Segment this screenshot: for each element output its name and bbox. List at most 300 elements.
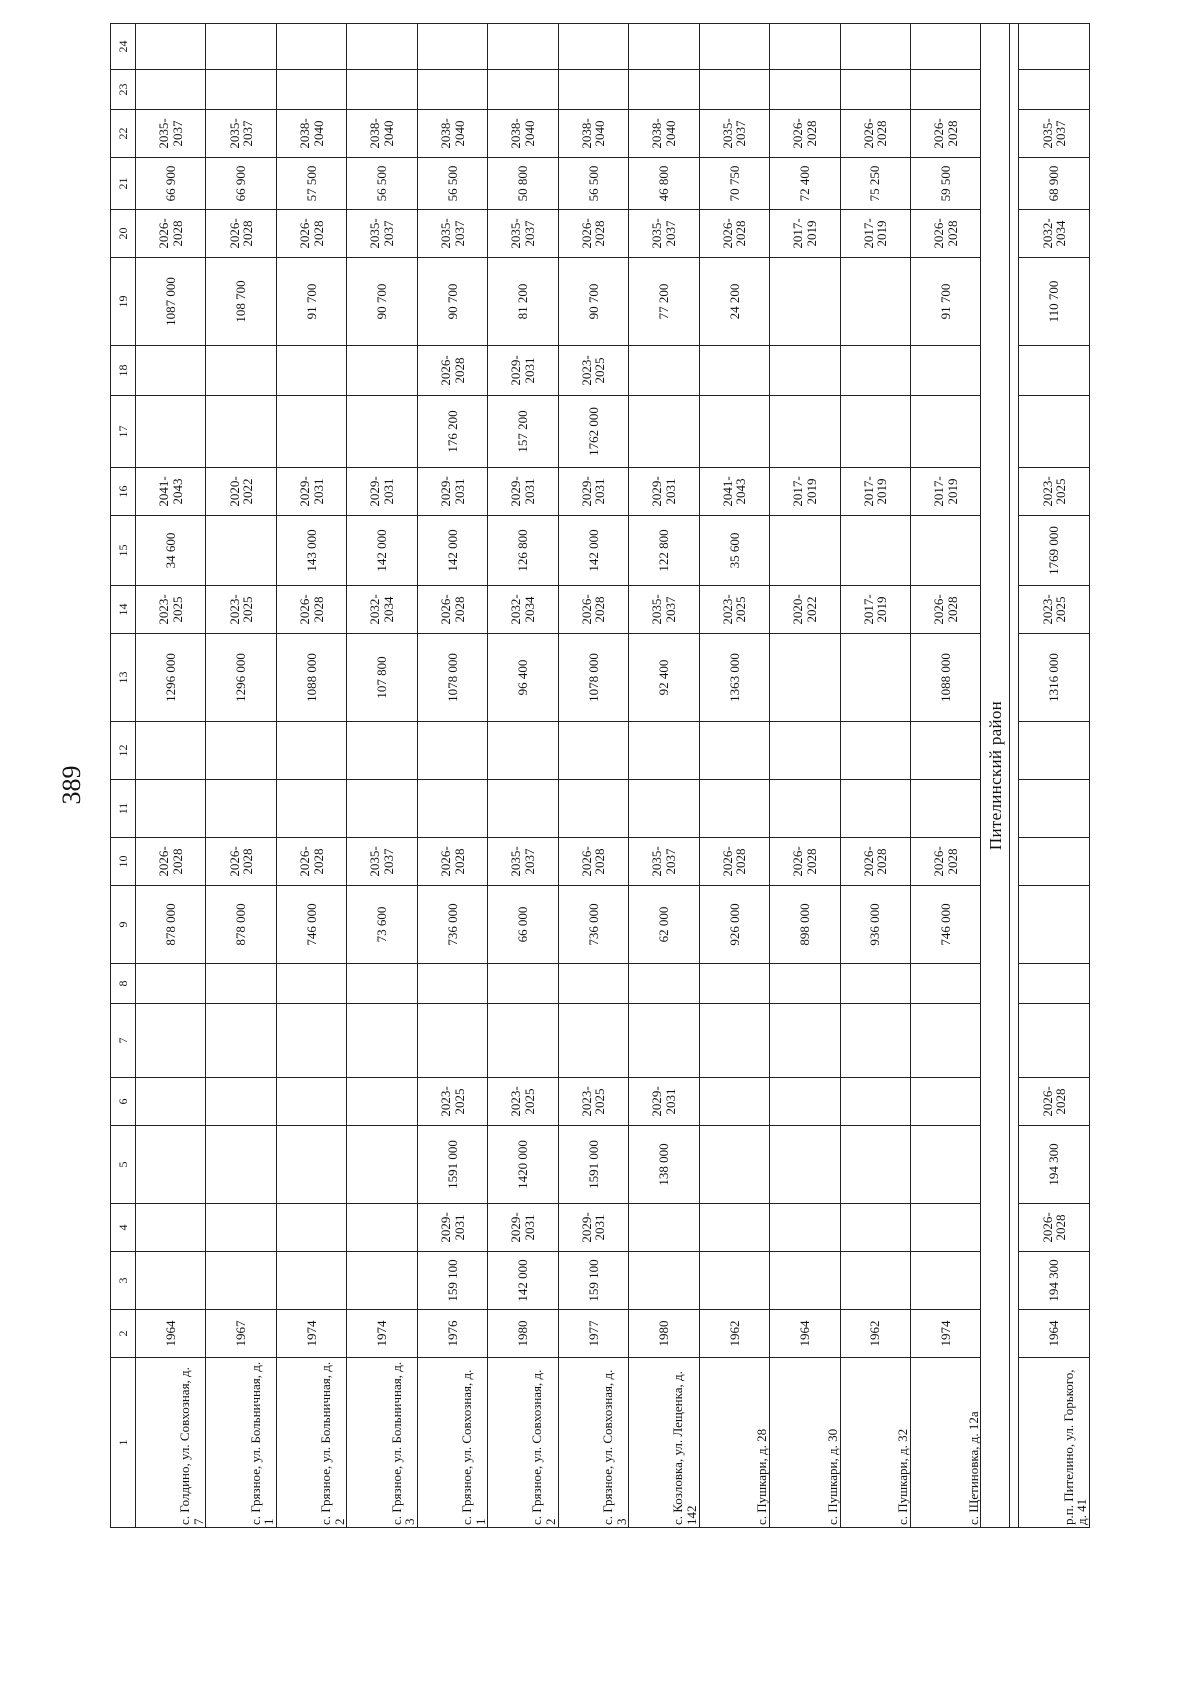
table-cell: 1087 000 [136, 258, 206, 346]
table-cell: 2032-2034 [488, 586, 558, 634]
table-cell: 2032-2034 [347, 586, 417, 634]
address-cell: с. Грязное, ул. Больничная, д. 1 [206, 1358, 276, 1528]
table-cell [417, 70, 487, 110]
table-body [111, 24, 1090, 1528]
table-cell [206, 1004, 276, 1078]
table-cell [206, 1126, 276, 1204]
table-cell [840, 1204, 910, 1252]
table-cell: 56 500 [417, 158, 487, 210]
table-cell [910, 516, 980, 586]
table-cell: 1316 000 [1019, 634, 1090, 722]
table-cell [910, 396, 980, 468]
table-cell [770, 1252, 840, 1310]
table-cell: 66 000 [488, 886, 558, 964]
table-cell [206, 722, 276, 780]
table-cell: 1962 [699, 1310, 769, 1358]
table-cell: 2026-2028 [417, 838, 487, 886]
table-cell [699, 1004, 769, 1078]
table-cell [910, 1204, 980, 1252]
table-cell: 2017-2019 [840, 586, 910, 634]
table-cell: 75 250 [840, 158, 910, 210]
table-cell [629, 964, 699, 1004]
table-cell [770, 70, 840, 110]
table-row [347, 24, 417, 1528]
table-cell [136, 1252, 206, 1310]
table-cell: 2017-2019 [840, 210, 910, 258]
table-cell: 46 800 [629, 158, 699, 210]
table-cell [629, 70, 699, 110]
table-cell: 1964 [136, 1310, 206, 1358]
spacer-cell [1010, 24, 1019, 1528]
table-cell: 1762 000 [558, 396, 628, 468]
table-cell [206, 1078, 276, 1126]
table-cell: 107 800 [347, 634, 417, 722]
table-cell: 2026-2028 [417, 586, 487, 634]
table-cell: 2026-2028 [1019, 1078, 1090, 1126]
column-number-cell: 7 [111, 1004, 136, 1078]
table-cell: 66 900 [206, 158, 276, 210]
table-cell: 2035-2037 [629, 838, 699, 886]
table-cell [629, 1204, 699, 1252]
table-cell: 2029-2031 [417, 468, 487, 516]
table-cell [910, 1252, 980, 1310]
table-cell: 2026-2028 [1019, 1204, 1090, 1252]
table-cell: 59 500 [910, 158, 980, 210]
table-cell [206, 346, 276, 396]
table-cell: 2029-2031 [276, 468, 346, 516]
table-cell: 72 400 [770, 158, 840, 210]
table-row [488, 24, 558, 1528]
table-cell [276, 1078, 346, 1126]
table-cell: 2026-2028 [699, 838, 769, 886]
table-cell [558, 722, 628, 780]
column-number-cell: 22 [111, 110, 136, 158]
table-cell [770, 1004, 840, 1078]
table-cell: 110 700 [1019, 258, 1090, 346]
table-cell: 2038-2040 [558, 110, 628, 158]
column-number-cell: 13 [111, 634, 136, 722]
table-cell [206, 780, 276, 838]
spacer-row [1010, 24, 1019, 1528]
table-cell: 2017-2019 [840, 468, 910, 516]
table-cell: 1363 000 [699, 634, 769, 722]
table-cell: 2038-2040 [276, 110, 346, 158]
table-cell [206, 516, 276, 586]
table-cell: 1976 [417, 1310, 487, 1358]
table-cell: 91 700 [276, 258, 346, 346]
column-number-cell: 12 [111, 722, 136, 780]
table-cell: 1296 000 [136, 634, 206, 722]
table-cell: 2023-2025 [558, 346, 628, 396]
table-cell [840, 346, 910, 396]
table-cell [488, 70, 558, 110]
table-cell: 143 000 [276, 516, 346, 586]
table-cell [136, 70, 206, 110]
table-cell [558, 780, 628, 838]
table-cell: 142 000 [417, 516, 487, 586]
region-header: Пителинский район [981, 24, 1010, 1528]
column-number-cell: 15 [111, 516, 136, 586]
table-cell: 2026-2028 [699, 210, 769, 258]
table-cell: 2026-2028 [136, 838, 206, 886]
table-cell [699, 1252, 769, 1310]
table-cell [276, 24, 346, 70]
table-cell [558, 964, 628, 1004]
column-number-cell: 10 [111, 838, 136, 886]
table-row [276, 24, 346, 1528]
table-row [840, 24, 910, 1528]
table-cell: 1078 000 [558, 634, 628, 722]
table-cell [276, 1252, 346, 1310]
table-cell [276, 346, 346, 396]
table-row [136, 24, 206, 1528]
table-cell [347, 780, 417, 838]
address-cell: с. Пушкари, д. 28 [699, 1358, 769, 1528]
table-cell: 2017-2019 [770, 468, 840, 516]
table-cell [136, 1126, 206, 1204]
table-cell [770, 634, 840, 722]
table-cell: 90 700 [558, 258, 628, 346]
table-cell: 2038-2040 [347, 110, 417, 158]
table-cell: 2026-2028 [558, 586, 628, 634]
table-cell: 1977 [558, 1310, 628, 1358]
table-cell: 2029-2031 [347, 468, 417, 516]
table-cell [347, 1004, 417, 1078]
column-number-cell: 8 [111, 964, 136, 1004]
table-row [699, 24, 769, 1528]
table-cell: 2035-2037 [699, 110, 769, 158]
table-cell: 62 000 [629, 886, 699, 964]
table-cell: 2038-2040 [417, 110, 487, 158]
column-number-cell: 20 [111, 210, 136, 258]
table-cell: 2026-2028 [910, 838, 980, 886]
column-number-cell: 2 [111, 1310, 136, 1358]
table-cell [1019, 886, 1090, 964]
table-cell [629, 396, 699, 468]
page-number: 389 [57, 765, 86, 805]
table-cell [840, 634, 910, 722]
region-row [981, 24, 1010, 1528]
table-cell [910, 722, 980, 780]
address-cell: с. Пушкари, д. 32 [840, 1358, 910, 1528]
table-cell: 176 200 [417, 396, 487, 468]
table-cell [699, 1204, 769, 1252]
table-cell: 1078 000 [417, 634, 487, 722]
table-cell [629, 722, 699, 780]
table-cell: 56 500 [347, 158, 417, 210]
rotated-table-container [110, 40, 1090, 1528]
table-cell [276, 780, 346, 838]
column-number-cell: 9 [111, 886, 136, 964]
table-cell [629, 1252, 699, 1310]
table-cell: 2026-2028 [136, 210, 206, 258]
table-cell [347, 1078, 417, 1126]
table-cell: 2023-2025 [699, 586, 769, 634]
table-cell [699, 722, 769, 780]
table-row [1019, 24, 1090, 1528]
table-cell: 2035-2037 [629, 586, 699, 634]
column-number-cell: 19 [111, 258, 136, 346]
address-cell: с. Грязное, ул. Совхозная, д. 2 [488, 1358, 558, 1528]
table-cell: 878 000 [206, 886, 276, 964]
table-cell [910, 346, 980, 396]
table-cell [1019, 70, 1090, 110]
table-cell: 142 000 [347, 516, 417, 586]
table-cell: 926 000 [699, 886, 769, 964]
table-cell: 2023-2025 [558, 1078, 628, 1126]
table-cell: 1962 [840, 1310, 910, 1358]
table-cell: 1974 [276, 1310, 346, 1358]
table-cell [699, 70, 769, 110]
column-number-cell: 24 [111, 24, 136, 70]
table-cell [629, 780, 699, 838]
table-cell [699, 1126, 769, 1204]
table-cell: 159 100 [558, 1252, 628, 1310]
table-cell [136, 964, 206, 1004]
table-cell: 142 000 [558, 516, 628, 586]
table-cell: 35 600 [699, 516, 769, 586]
table-cell: 1591 000 [417, 1126, 487, 1204]
table-cell [770, 1126, 840, 1204]
table-cell: 2035-2037 [629, 210, 699, 258]
table-cell: 2029-2031 [558, 468, 628, 516]
table-cell: 2026-2028 [206, 210, 276, 258]
table-cell: 2035-2037 [347, 838, 417, 886]
table-cell: 50 800 [488, 158, 558, 210]
table-cell: 2026-2028 [910, 586, 980, 634]
table-cell [910, 1126, 980, 1204]
table-cell [840, 258, 910, 346]
table-cell [699, 1078, 769, 1126]
table-cell: 2026-2028 [417, 346, 487, 396]
table-cell: 2029-2031 [488, 1204, 558, 1252]
address-cell: р.п. Пителино, ул. Горького, д. 41 [1019, 1358, 1090, 1528]
table-cell: 2023-2025 [206, 586, 276, 634]
table-cell [276, 964, 346, 1004]
table-cell [840, 516, 910, 586]
table-cell [276, 1204, 346, 1252]
table-cell: 2026-2028 [910, 110, 980, 158]
table-cell: 90 700 [417, 258, 487, 346]
column-number-row [111, 24, 136, 1528]
table-cell: 126 800 [488, 516, 558, 586]
table-cell [840, 780, 910, 838]
table-cell: 2032-2034 [1019, 210, 1090, 258]
table-cell: 2023-2025 [488, 1078, 558, 1126]
table-cell [1019, 24, 1090, 70]
table-cell [840, 70, 910, 110]
table-cell [1019, 722, 1090, 780]
table-cell: 34 600 [136, 516, 206, 586]
table-cell [417, 780, 487, 838]
column-number-cell: 4 [111, 1204, 136, 1252]
table-row [558, 24, 628, 1528]
table-cell: 2038-2040 [488, 110, 558, 158]
table-cell: 91 700 [910, 258, 980, 346]
address-cell: с. Грязное, ул. Совхозная, д. 3 [558, 1358, 628, 1528]
table-cell: 936 000 [840, 886, 910, 964]
table-cell [840, 1078, 910, 1126]
table-cell [770, 964, 840, 1004]
column-number-cell: 23 [111, 70, 136, 110]
table-cell: 159 100 [417, 1252, 487, 1310]
table-cell: 1980 [629, 1310, 699, 1358]
table-cell [136, 722, 206, 780]
table-cell [840, 24, 910, 70]
table-cell [276, 1004, 346, 1078]
table-cell: 142 000 [488, 1252, 558, 1310]
table-cell [629, 346, 699, 396]
table-cell: 746 000 [276, 886, 346, 964]
table-cell [910, 1004, 980, 1078]
table-cell [488, 964, 558, 1004]
address-cell: с. Грязное, ул. Больничная, д. 3 [347, 1358, 417, 1528]
table-cell [347, 1252, 417, 1310]
table-cell [770, 346, 840, 396]
table-row [910, 24, 980, 1528]
table-cell [1019, 964, 1090, 1004]
table-cell: 92 400 [629, 634, 699, 722]
table-cell: 2023-2025 [1019, 586, 1090, 634]
address-cell: с. Щетиновка, д. 12а [910, 1358, 980, 1528]
table-cell: 2020-2022 [206, 468, 276, 516]
table-cell [699, 396, 769, 468]
table-cell [276, 1126, 346, 1204]
table-row [417, 24, 487, 1528]
table-cell [910, 1078, 980, 1126]
table-cell [1019, 346, 1090, 396]
table-cell [910, 964, 980, 1004]
table-cell [417, 722, 487, 780]
table-cell [840, 722, 910, 780]
table-cell: 2026-2028 [558, 210, 628, 258]
table-cell: 2026-2028 [840, 110, 910, 158]
table-cell: 2041-2043 [136, 468, 206, 516]
table-cell [770, 396, 840, 468]
table-cell: 194 300 [1019, 1126, 1090, 1204]
table-cell: 2035-2037 [417, 210, 487, 258]
table-cell: 1967 [206, 1310, 276, 1358]
table-cell: 1088 000 [276, 634, 346, 722]
table-cell: 2026-2028 [770, 110, 840, 158]
table-cell: 1964 [1019, 1310, 1090, 1358]
table-cell: 2041-2043 [699, 468, 769, 516]
table-cell [347, 396, 417, 468]
table-cell [347, 346, 417, 396]
table-cell: 2029-2031 [629, 1078, 699, 1126]
table-cell: 2017-2019 [910, 468, 980, 516]
column-number-cell: 16 [111, 468, 136, 516]
table-cell [629, 24, 699, 70]
table-cell [558, 24, 628, 70]
table-cell [910, 70, 980, 110]
table-row [629, 24, 699, 1528]
table-cell: 736 000 [558, 886, 628, 964]
table-cell: 1974 [347, 1310, 417, 1358]
table-cell: 736 000 [417, 886, 487, 964]
table-cell [558, 70, 628, 110]
column-number-cell: 6 [111, 1078, 136, 1126]
table-cell [136, 24, 206, 70]
table-cell: 138 000 [629, 1126, 699, 1204]
table-cell [770, 1204, 840, 1252]
table-cell: 2035-2037 [488, 210, 558, 258]
table-cell [840, 1126, 910, 1204]
address-cell: с. Голдино, ул. Совхозная, д. 7 [136, 1358, 206, 1528]
table-cell: 2035-2037 [347, 210, 417, 258]
table-cell: 2038-2040 [629, 110, 699, 158]
table-cell: 2029-2031 [558, 1204, 628, 1252]
column-number-cell: 11 [111, 780, 136, 838]
table-cell [629, 1004, 699, 1078]
table-cell [1019, 838, 1090, 886]
table-cell: 194 300 [1019, 1252, 1090, 1310]
table-cell: 2026-2028 [276, 210, 346, 258]
table-cell: 66 900 [136, 158, 206, 210]
table-cell: 2020-2022 [770, 586, 840, 634]
address-cell: с. Козловка, ул. Лещенка, д. 142 [629, 1358, 699, 1528]
table-cell: 2029-2031 [488, 346, 558, 396]
table-cell: 2023-2025 [1019, 468, 1090, 516]
table-cell: 73 600 [347, 886, 417, 964]
table-cell: 1088 000 [910, 634, 980, 722]
table-cell [417, 1004, 487, 1078]
column-number-cell: 17 [111, 396, 136, 468]
table-cell: 2035-2037 [488, 838, 558, 886]
table-cell: 1420 000 [488, 1126, 558, 1204]
table-cell: 56 500 [558, 158, 628, 210]
table-cell: 1980 [488, 1310, 558, 1358]
table-cell [840, 396, 910, 468]
table-cell: 2029-2031 [488, 468, 558, 516]
column-number-cell: 5 [111, 1126, 136, 1204]
column-number-cell: 1 [111, 1358, 136, 1528]
table-cell: 2029-2031 [629, 468, 699, 516]
table-cell [136, 396, 206, 468]
table-cell [840, 1004, 910, 1078]
table-cell [1019, 780, 1090, 838]
table-cell [488, 1004, 558, 1078]
table-cell [206, 24, 276, 70]
table-cell: 1964 [770, 1310, 840, 1358]
table-cell: 2026-2028 [910, 210, 980, 258]
table-cell: 2026-2028 [276, 586, 346, 634]
table-cell [136, 346, 206, 396]
table-cell [558, 1004, 628, 1078]
table-cell [136, 1078, 206, 1126]
table-cell [136, 1204, 206, 1252]
table-cell: 1296 000 [206, 634, 276, 722]
table-cell [770, 24, 840, 70]
table-cell [347, 964, 417, 1004]
table-cell [699, 780, 769, 838]
table-row [206, 24, 276, 1528]
table-cell [770, 516, 840, 586]
table-cell [488, 780, 558, 838]
address-cell: с. Пушкари, д. 30 [770, 1358, 840, 1528]
table-cell: 2026-2028 [558, 838, 628, 886]
table-cell [206, 964, 276, 1004]
table-cell [276, 396, 346, 468]
table-cell: 2017-2019 [770, 210, 840, 258]
table-cell [910, 24, 980, 70]
table-cell: 2035-2037 [1019, 110, 1090, 158]
table-cell: 108 700 [206, 258, 276, 346]
table-cell: 878 000 [136, 886, 206, 964]
table-cell: 68 900 [1019, 158, 1090, 210]
table-cell: 2026-2028 [770, 838, 840, 886]
table-cell [347, 1126, 417, 1204]
